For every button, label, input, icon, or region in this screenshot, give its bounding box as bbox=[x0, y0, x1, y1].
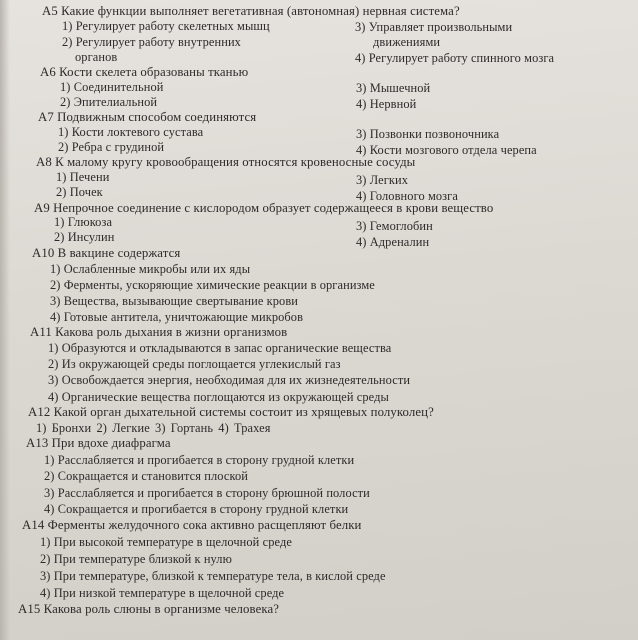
answer-a9-3: 3) Гемоглобин bbox=[356, 219, 433, 233]
question-a6: А6 Кости скелета образованы тканью bbox=[40, 65, 249, 79]
answer-a10-2: 2) Ферменты, ускоряющие химические реакции в организме bbox=[50, 278, 375, 292]
answer-a14-2: 2) При температуре близкой к нулю bbox=[40, 552, 232, 566]
answer-a12-options: 1) Бронхи 2) Легкие 3) Гортань 4) Трахея bbox=[36, 421, 271, 435]
question-a10: А10 В вакцине содержатся bbox=[32, 246, 181, 260]
answer-a5-4: 4) Регулирует работу спинного мозга bbox=[355, 51, 555, 65]
answer-a9-4: 4) Адреналин bbox=[356, 235, 430, 249]
answer-a7-4: 4) Кости мозгового отдела черепа bbox=[356, 143, 537, 157]
answer-a9-2: 2) Инсулин bbox=[54, 230, 115, 244]
answer-a6-1: 1) Соединительной bbox=[60, 80, 164, 94]
answer-a10-4: 4) Готовые антитела, уничтожающие микробов bbox=[50, 310, 304, 324]
question-a12: А12 Какой орган дыхательной системы состоит из хрящевых полуколец? bbox=[28, 405, 434, 419]
question-a15: А15 Какова роль слюны в организме человека? bbox=[18, 602, 280, 616]
answer-a10-1: 1) Ослабленные микробы или их яды bbox=[50, 262, 251, 276]
answer-a8-2: 2) Почек bbox=[56, 185, 103, 199]
answer-a7-3: 3) Позвонки позвоночника bbox=[356, 127, 500, 141]
question-a14: А14 Ферменты желудочного сока активно расщепляют белки bbox=[22, 518, 362, 532]
answer-a11-2: 2) Из окружающей среды поглощается углекислый газ bbox=[48, 357, 341, 371]
answer-a6-4: 4) Нервной bbox=[356, 97, 417, 111]
question-a11: А11 Какова роль дыхания в жизни организмов bbox=[30, 325, 288, 339]
answer-a7-1: 1) Кости локтевого сустава bbox=[58, 125, 204, 139]
answer-a10-3: 3) Вещества, вызывающие свертывание крови bbox=[50, 294, 299, 308]
answer-a11-1: 1) Образуются и откладываются в запас органические вещества bbox=[48, 341, 392, 355]
answer-a8-4: 4) Головного мозга bbox=[356, 189, 458, 203]
answer-a14-4: 4) При низкой температуре в щелочной среде bbox=[40, 586, 285, 600]
answer-a5-3: 3) Управляет произвольными bbox=[355, 20, 513, 34]
answer-a5-2: 2) Регулирует работу внутренних bbox=[62, 35, 241, 49]
answer-a13-1: 1) Расслабляется и прогибается в сторону грудной клетки bbox=[44, 453, 355, 467]
answer-a6-3: 3) Мышечной bbox=[356, 81, 431, 95]
question-a7: А7 Подвижным способом соединяются bbox=[38, 110, 257, 124]
question-a9: А9 Непрочное соединение с кислородом образует содержащееся в крови вещество bbox=[34, 201, 494, 215]
answer-a13-2: 2) Сокращается и становится плоской bbox=[44, 469, 248, 483]
answer-a7-2: 2) Ребра с грудиной bbox=[58, 140, 165, 154]
answer-a5-1: 1) Регулирует работу скелетных мышц bbox=[62, 19, 270, 33]
answer-a14-3: 3) При температуре, близкой к температуре тела, в кислой среде bbox=[40, 569, 386, 583]
question-a5: А5 Какие функции выполняет вегетативная (автономная) нервная система? bbox=[42, 4, 460, 18]
answer-a14-1: 1) При высокой температуре в щелочной среде bbox=[40, 535, 292, 549]
answer-a13-3: 3) Расслабляется и прогибается в сторону брюшной полости bbox=[44, 486, 370, 500]
question-a8: А8 К малому кругу кровообращения относятся кровеносные сосуды bbox=[36, 155, 416, 169]
answer-a13-4: 4) Сокращается и прогибается в сторону грудной клетки bbox=[44, 502, 349, 516]
answer-a11-4: 4) Органические вещества поглощаются из окружающей среды bbox=[48, 390, 389, 404]
answer-a9-1: 1) Глюкоза bbox=[54, 215, 113, 229]
answer-a5-2-cont: органов bbox=[75, 50, 118, 64]
question-a13: А13 При вдохе диафрагма bbox=[26, 436, 171, 450]
answer-a8-3: 3) Легких bbox=[356, 173, 409, 187]
answer-a8-1: 1) Печени bbox=[56, 170, 110, 184]
answer-a5-3-cont: движениями bbox=[373, 35, 441, 49]
answer-a11-3: 3) Освобождается энергия, необходимая для их жизнедеятельности bbox=[48, 373, 411, 387]
answer-a6-2: 2) Эпителиальной bbox=[60, 95, 158, 109]
